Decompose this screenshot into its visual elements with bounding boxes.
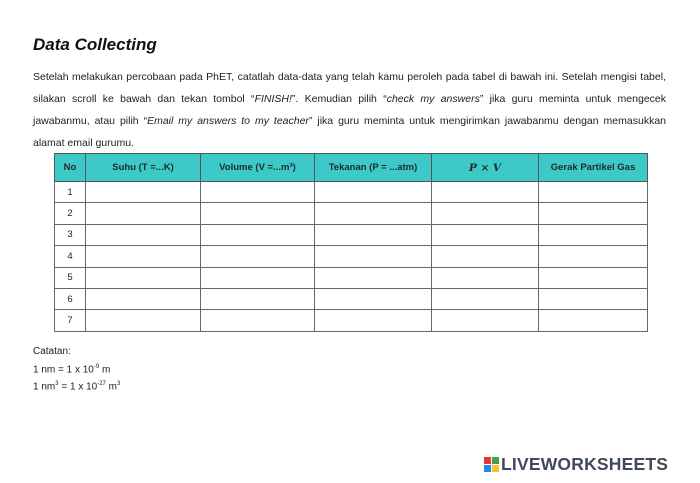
input-cell-volume[interactable]: [201, 267, 315, 288]
instr-text-2: ”. Kemudian pilih “: [291, 93, 387, 105]
logo-square-1: [484, 457, 491, 464]
input-cell-gerak[interactable]: [539, 246, 648, 267]
table-row: [55, 182, 648, 203]
input-cell-tekanan[interactable]: [315, 246, 432, 267]
input-cell-volume[interactable]: [201, 203, 315, 224]
input-cell-pxv[interactable]: [432, 203, 539, 224]
row-number: 3: [55, 224, 86, 245]
notes: [33, 344, 120, 395]
header-volume: Volume (V =...m³): [201, 154, 315, 182]
header-no: No: [55, 154, 86, 182]
input-cell-suhu[interactable]: [86, 310, 201, 331]
input-cell-volume[interactable]: [201, 310, 315, 331]
header-gerak: Gerak Partikel Gas: [539, 154, 648, 182]
input-cell-pxv[interactable]: [432, 288, 539, 309]
header-suhu: Suhu (T =...K): [86, 154, 201, 182]
logo-square-4: [492, 465, 499, 472]
input-cell-tekanan[interactable]: [315, 288, 432, 309]
input-cell-gerak[interactable]: [539, 203, 648, 224]
logo-square-3: [484, 465, 491, 472]
row-number: 5: [55, 267, 86, 288]
note-line-2: 1 $nm^3 = 1$ x $10^{-27}$ $m^3$: [33, 381, 121, 393]
page-title: Data Collecting: [33, 35, 157, 54]
input-cell-gerak[interactable]: [539, 224, 648, 245]
instr-check-answers: check my answers: [386, 93, 480, 105]
instr-finish: FINISH!: [254, 93, 292, 105]
input-cell-volume[interactable]: [201, 288, 315, 309]
input-cell-suhu[interactable]: [86, 288, 201, 309]
instr-text-1: Setelah melakukan percobaan pada PhET, catatlah data-data yang telah kamu peroleh pada tabel di bawah ini. Setelah mengisi tabel, silakan scroll ke bawah dan tekan tombol “: [33, 71, 666, 105]
header-tekanan: Tekanan (P = ...atm): [315, 154, 432, 182]
instr-text-4: ” jika guru meminta untuk mengirimkan jawabanmu dengan memasukkan alamat email gurumu.: [33, 115, 666, 149]
input-cell-gerak[interactable]: [539, 267, 648, 288]
row-number: 4: [55, 246, 86, 267]
input-cell-tekanan[interactable]: [315, 310, 432, 331]
input-cell-pxv[interactable]: [432, 246, 539, 267]
logo-text: LIVEWORKSHEETS: [501, 454, 669, 474]
input-cell-suhu[interactable]: [86, 267, 201, 288]
input-cell-tekanan[interactable]: [315, 267, 432, 288]
input-cell-gerak[interactable]: [539, 310, 648, 331]
logo-square-2: [492, 457, 499, 464]
instr-text-3: ” jika guru meminta untuk mengecek jawabanmu, atau pilih “: [33, 93, 667, 127]
input-cell-gerak[interactable]: [539, 182, 648, 203]
liveworksheets-logo: [484, 454, 668, 475]
table-row: [55, 267, 648, 288]
table-header-row: [55, 154, 648, 182]
input-cell-volume[interactable]: [201, 182, 315, 203]
input-cell-pxv[interactable]: [432, 310, 539, 331]
table-row: [55, 246, 648, 267]
note-line-1: 1 nm = 1 x $10^{-9}$ m: [33, 363, 111, 375]
header-pxv: P × V: [432, 154, 539, 182]
data-table: [54, 153, 648, 332]
notes-label: Catatan:: [33, 346, 71, 357]
input-cell-tekanan[interactable]: [315, 203, 432, 224]
row-number: 7: [55, 310, 86, 331]
input-cell-pxv[interactable]: [432, 267, 539, 288]
table-row: [55, 310, 648, 331]
input-cell-suhu[interactable]: [86, 203, 201, 224]
instr-email-answers: Email my answers to my teacher: [147, 115, 309, 127]
input-cell-suhu[interactable]: [86, 246, 201, 267]
input-cell-volume[interactable]: [201, 246, 315, 267]
row-number: 1: [55, 182, 86, 203]
input-cell-suhu[interactable]: [86, 224, 201, 245]
instructions-paragraph: [33, 66, 666, 154]
input-cell-suhu[interactable]: [86, 182, 201, 203]
input-cell-volume[interactable]: [201, 224, 315, 245]
input-cell-pxv[interactable]: [432, 182, 539, 203]
table-row: [55, 203, 648, 224]
table-row: [55, 288, 648, 309]
logo-grid-icon: [484, 457, 499, 472]
row-number: 2: [55, 203, 86, 224]
input-cell-gerak[interactable]: [539, 288, 648, 309]
input-cell-tekanan[interactable]: [315, 224, 432, 245]
table-row: [55, 224, 648, 245]
input-cell-pxv[interactable]: [432, 224, 539, 245]
input-cell-tekanan[interactable]: [315, 182, 432, 203]
row-number: 6: [55, 288, 86, 309]
